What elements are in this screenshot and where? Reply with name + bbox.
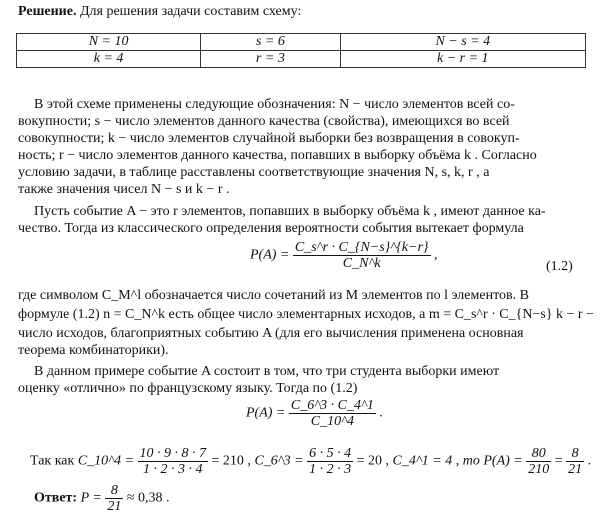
- calc-c4: C_4^1 = 4 , то: [392, 453, 480, 469]
- p3-line: число исходов, благоприятных событию A (для его вычисления применена основная: [18, 326, 524, 341]
- calc-c6-fraction: [307, 446, 353, 477]
- answer-denominator: 21: [107, 499, 122, 514]
- table-cell: N − s = 4: [340, 34, 585, 51]
- table-cell: k − r = 1: [340, 51, 585, 68]
- p4-line: оценку «отлично» по французскому языку. Тогда по (1.2): [18, 381, 358, 396]
- calc-p-denominator-1: 210: [528, 462, 550, 477]
- calc-p-denominator-2: 21: [568, 462, 583, 477]
- p3-line: где символом C_M^l обозначается число сочетаний из M элементов по l элементов. В: [18, 288, 529, 303]
- formula-denominator: C_N^k: [342, 256, 381, 271]
- calc-c6: C_6^3 =: [254, 453, 304, 469]
- formula-numerator: C_s^r · C_{N−s}^{k−r}: [294, 240, 429, 255]
- p1-line: В этой схеме применены следующие обозначения: N − число элементов всей со-: [34, 97, 515, 112]
- p4-line: В данном примере событие A состоит в том, что три студента выборки имеют: [34, 364, 500, 379]
- calc-eq: =: [554, 453, 563, 469]
- p1-line: вокупности; s − число элементов данного качества (свойства), имеющихся во всей: [18, 114, 510, 129]
- calc-p-fraction-2: [566, 446, 584, 477]
- calc-c6-value: = 20 ,: [356, 453, 390, 469]
- calc-c6-numerator: 6 · 5 · 4: [309, 446, 352, 461]
- table-cell: k = 4: [17, 51, 201, 68]
- p2-line: чество. Тогда из классического определения вероятности события вытекает формула: [18, 221, 524, 236]
- formula-lhs: P(A) =: [246, 405, 286, 421]
- calc-p-numerator-1: 80: [526, 446, 551, 462]
- table-cell: N = 10: [17, 34, 201, 51]
- calc-c6-denominator: 1 · 2 · 3: [309, 462, 352, 477]
- answer-label: Ответ:: [34, 490, 78, 506]
- p1-line: также значения чисел N − s и k − r .: [18, 182, 230, 197]
- formula-number: (1.2): [546, 259, 573, 274]
- formula-denominator: C_10^4: [310, 414, 354, 429]
- formula-example: [246, 398, 383, 429]
- table-cell: r = 3: [201, 51, 340, 68]
- calc-p-numerator-2: 8: [566, 446, 584, 462]
- answer-numerator: 8: [105, 483, 123, 499]
- p3-line: формуле (1.2) n = C_N^k есть общее число элементарных исходов, а m = C_s^r · C_{N−s} k − r −: [18, 307, 594, 322]
- calc-p: P(A) =: [483, 453, 523, 469]
- calc-prefix: Так как: [30, 453, 75, 469]
- p3-line: теорема комбинаторики).: [18, 343, 169, 358]
- formula-lhs: P(A) =: [250, 247, 290, 263]
- table-row: [17, 34, 586, 51]
- calc-c10: C_10^4 =: [77, 453, 135, 469]
- answer-p: P =: [80, 490, 102, 506]
- p1-line: условию задачи, в таблице расставлены соответствующие значения N, s, k, r , а: [18, 165, 490, 180]
- calc-c10-numerator: 10 · 9 · 8 · 7: [139, 446, 207, 461]
- calc-dot: .: [587, 453, 592, 469]
- formula-fraction: [293, 240, 431, 271]
- p2-line: Пусть событие A − это r элементов, попавших в выборку объёма k , имеют данное ка-: [34, 204, 546, 219]
- formula-fraction: [289, 398, 376, 429]
- formula-tail: .: [379, 405, 383, 421]
- answer-line: [34, 483, 170, 514]
- calc-c10-fraction: [138, 446, 209, 477]
- intro-label: Решение.: [18, 4, 77, 19]
- p1-line: совокупности; k − число элементов случайной выборки без возвращения в совокуп-: [18, 131, 520, 146]
- answer-fraction: [105, 483, 123, 514]
- calc-c10-denominator: 1 · 2 · 3 · 4: [143, 462, 203, 477]
- calc-line: [30, 446, 591, 477]
- table-cell: s = 6: [201, 34, 340, 51]
- calc-c10-value: = 210 ,: [211, 453, 251, 469]
- calc-p-fraction-1: [526, 446, 551, 477]
- scheme-table: [16, 33, 586, 68]
- formula-numerator: C_6^3 · C_4^1: [290, 398, 374, 413]
- table-row: [17, 51, 586, 68]
- p1-line: ность; r − число элементов данного качества, попавших в выборку объёма k . Согласно: [18, 148, 537, 163]
- intro-line: [18, 3, 301, 20]
- intro-text: Для решения задачи составим схему:: [79, 4, 302, 19]
- formula-1-2: [250, 240, 438, 271]
- formula-tail: ,: [434, 247, 438, 263]
- answer-tail: ≈ 0,38 .: [126, 490, 170, 506]
